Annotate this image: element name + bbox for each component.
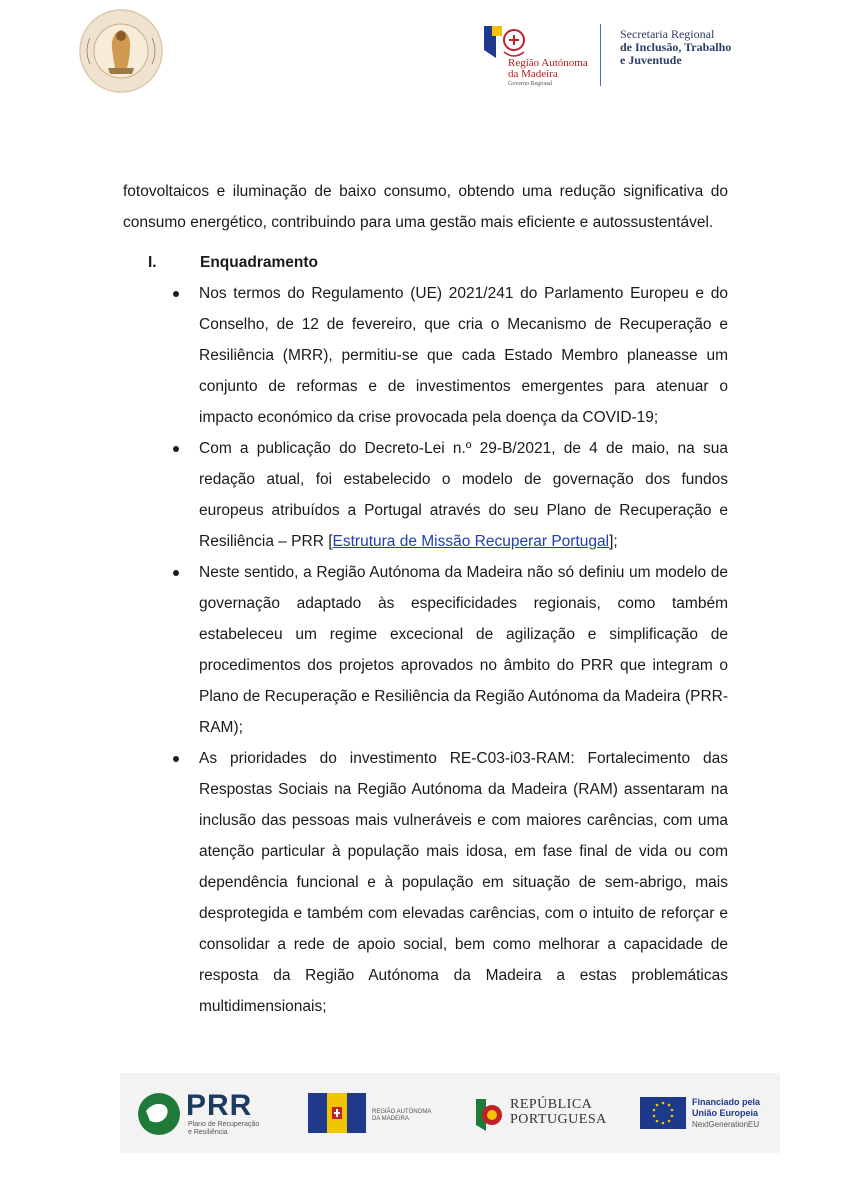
secretaria-line3: e Juventude: [620, 53, 682, 67]
section-title: Enquadramento: [200, 254, 318, 271]
header-divider: [600, 24, 601, 86]
bullet-text: Nos termos do Regulamento (UE) 2021/241 do Parlamento Europeu e do Conselho, de 12 de fevereiro, que cria o Mecanismo de Recuperação e Resiliência (MRR), permitiu-se que cada Estado Membro planeasse um conjunto de reformas e de investimentos emergentes para atenuar o impacto económico da crise provocada pela doença da COVID-19;: [199, 285, 728, 426]
prr-sub2: e Resiliência: [188, 1129, 228, 1136]
intro-paragraph: fotovoltaicos e iluminação de baixo consumo, obtendo uma redução significativa do consumo energético, contribuindo para uma gestão mais eficiente e autossustentável.: [123, 183, 728, 231]
bullet-icon: [173, 570, 179, 576]
madeira-emblem-icon: [480, 22, 530, 62]
republica-line1: REPÚBLICA: [510, 1097, 593, 1112]
ram-line2: DA MADEIRA: [372, 1116, 410, 1122]
centro-social-seal-icon: [78, 8, 164, 94]
prr-logo: [136, 1089, 306, 1139]
eu-line3: NextGenerationEU: [692, 1120, 760, 1129]
bullet-text-end: ];: [609, 533, 618, 550]
ram-logo: [308, 1093, 468, 1137]
republica-line2: PORTUGUESA: [510, 1112, 607, 1127]
eu-line1: Financiado pela: [692, 1097, 761, 1107]
secretaria-line2: de Inclusão, Trabalho: [620, 40, 732, 54]
ram-line1: REGIÃO AUTÓNOMA: [372, 1109, 432, 1115]
eu-line2: União Europeia: [692, 1108, 759, 1118]
bullet-text: Com a publicação do Decreto-Lei n.º 29-B/2021, de 4 de maio, na sua redação atual, foi estabelecido o modelo de governação dos fundos europeus atribuídos a Portugal através do seu Plano de Recuperação e Resiliência – PRR [: [199, 440, 728, 550]
bullet-icon: [173, 446, 179, 452]
governo-regional-logo: [474, 18, 774, 94]
list-item: [123, 278, 728, 433]
bullet-icon: [173, 291, 179, 297]
portugal-emblem-icon: [472, 1095, 504, 1135]
list-item: [123, 557, 728, 743]
prr-subtitle: [188, 1121, 259, 1137]
madeira-flag-icon: [308, 1093, 366, 1133]
secretaria-name: [620, 28, 731, 67]
list-item: [123, 433, 728, 557]
list-item: [123, 743, 728, 1022]
estrutura-missao-link[interactable]: Estrutura de Missão Recuperar Portugal: [332, 533, 610, 550]
region-line1: Região Autónoma: [508, 57, 588, 69]
secretaria-line1: Secretaria Regional: [620, 27, 715, 41]
region-line2: da Madeira: [508, 68, 558, 80]
region-line3: Governo Regional: [508, 81, 553, 87]
section-heading: [123, 247, 728, 278]
centro-social-logo: [78, 8, 164, 94]
funding-footer: [120, 1073, 780, 1153]
prr-title: PRR: [186, 1089, 253, 1122]
section-number: I.: [148, 254, 157, 271]
ram-name: [372, 1109, 431, 1123]
republica-name: [510, 1097, 607, 1127]
bullet-text: As prioridades do investimento RE-C03-i03-RAM: Fortalecimento das Respostas Sociais na Região Autónoma da Madeira (RAM) assentaram na inclusão das pessoas mais vulneráveis e com maiores carências, com uma atenção particular à população mais idosa, em fase final de vida ou com dependência funcional e à população em situação de sem-abrigo, mais desprotegida e também com elevadas carências, com o intuito de reforçar e consolidar a rede de apoio social, bem como melhorar a capacidade de resposta da Região Autónoma da Madeira a estas problemáticas multidimensionais;: [199, 750, 728, 1015]
prr-sub1: Plano de Recuperação: [188, 1121, 260, 1128]
bullet-list: [123, 278, 728, 1022]
bullet-icon: [173, 756, 179, 762]
prr-globe-icon: [136, 1091, 182, 1137]
republica-logo: [472, 1093, 632, 1137]
document-body: [123, 176, 728, 1022]
bullet-text: Neste sentido, a Região Autónoma da Madeira não só definiu um modelo de governação adaptado às especificidades regionais, como também estabeleceu um regime excecional de agilização e simplificação de procedimentos dos projetos aprovados no âmbito do PRR que integram o Plano de Recuperação e Resiliência da Região Autónoma da Madeira (PRR-RAM);: [199, 564, 728, 736]
eu-flag-icon: [640, 1097, 686, 1129]
region-name: [508, 58, 588, 88]
eu-funding-text: [692, 1097, 760, 1130]
eu-logo: [640, 1091, 780, 1135]
